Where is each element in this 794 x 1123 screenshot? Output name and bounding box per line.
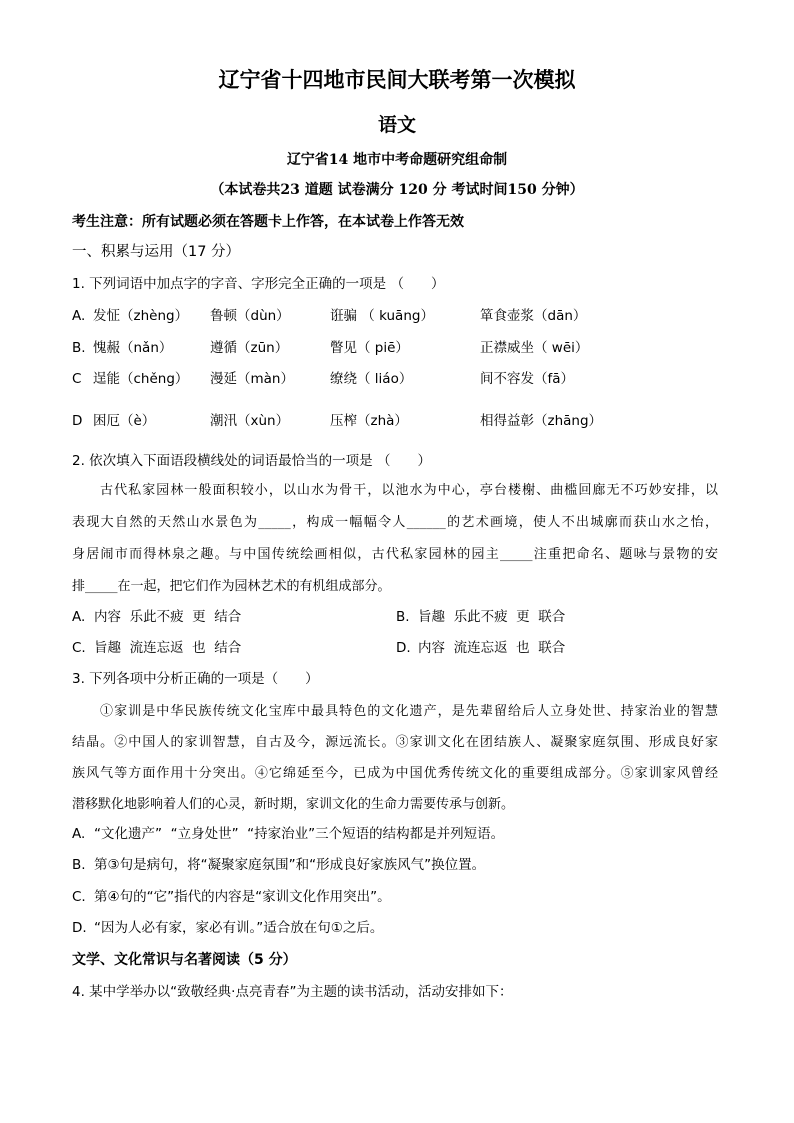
option-text: 内容 乐此不疲 更 结合 — [94, 609, 242, 625]
option-text: “因为人必有家，家必有训。”适合放在句①之后。 — [94, 920, 384, 936]
option-label: C. — [72, 640, 86, 656]
question-2-option-d — [396, 638, 565, 658]
option-text: 第③句是病句，将“凝聚家庭氛围”和“形成良好家族风气”换位置。 — [94, 857, 486, 873]
question-1-option-a — [72, 306, 722, 326]
option-word: 逞能（chěng） — [93, 371, 189, 387]
passage-line: 潜移默化地影响着人们的心灵，新时期，家训文化的生命力需要传承与创新。 — [72, 797, 515, 812]
option-label: A. — [72, 826, 86, 842]
option-word: 间不容发（fā） — [480, 371, 575, 387]
exam-notice: 考生注意：所有试题必须在答题卡上作答，在本试卷上作答无效 — [72, 214, 464, 230]
option-label: C — [72, 371, 82, 387]
option-word: 发怔（zhèng） — [93, 308, 189, 324]
option-label: B. — [72, 340, 86, 356]
option-word: 压榨（zhà） — [330, 413, 408, 429]
option-label: C. — [72, 889, 86, 905]
passage-line: 排_____在一起，把它们作为园林艺术的有机组成部分。 — [72, 579, 391, 594]
question-3-option-d — [72, 918, 383, 938]
option-text: 旨趣 流连忘返 也 结合 — [94, 640, 242, 656]
option-text: 第④句的“它”指代的内容是“家训文化作用突出”。 — [94, 889, 391, 905]
passage-line: 族风气等方面作用十分突出。④它绵延至今，已成为中国优秀传统文化的重要组成部分。⑤家训家风曾经 — [72, 766, 718, 781]
option-word: 困厄（è） — [93, 413, 156, 429]
option-word: 箪食壶浆（dān） — [480, 308, 587, 324]
option-label: B. — [72, 857, 86, 873]
question-3-option-b — [72, 855, 485, 875]
passage-line: 古代私家园林一般面积较小，以山水为骨干，以池水为中心，亭台楼榭、曲槛回廊无不巧妙安排，以 — [100, 483, 718, 498]
option-word: 诳骗 （ kuāng） — [330, 308, 434, 324]
option-word: 遵循（zūn） — [210, 340, 289, 356]
option-text: 旨趣 乐此不疲 更 联合 — [418, 609, 566, 625]
option-word: 瞥见（ piē） — [330, 340, 409, 356]
option-word: 正襟威坐（ wēi） — [480, 340, 589, 356]
section-heading-1: 一、积累与运用（17 分） — [72, 244, 241, 260]
passage-line: 表现大自然的天然山水景色为_____，构成一幅幅令人______的艺术画境，使人不出城廓而获山水之怡， — [72, 515, 718, 530]
question-3-option-a — [72, 824, 504, 844]
exam-title: 辽宁省十四地市民间大联考第一次模拟 — [218, 67, 576, 92]
question-3-stem: 3. 下列各项中分析正确的一项是（ ） — [72, 671, 319, 687]
option-label: A. — [72, 609, 86, 625]
option-label: D. — [72, 920, 87, 936]
passage-line: ①家训是中华民族传统文化宝库中最具特色的文化遗产，是先辈留给后人立身处世、持家治业的智慧 — [100, 704, 718, 719]
subject-title: 语文 — [377, 114, 416, 136]
question-1-option-d — [72, 411, 722, 431]
section-heading-2: 文学、文化常识与名著阅读（5 分） — [72, 952, 297, 968]
option-label: A. — [72, 308, 86, 324]
option-word: 愧赧（nǎn） — [93, 340, 173, 356]
question-1-option-b — [72, 338, 722, 358]
option-label: D — [72, 413, 83, 429]
option-word: 鲁顿（dùn） — [210, 308, 290, 324]
question-2-passage — [72, 475, 718, 603]
question-2-option-b — [396, 607, 565, 627]
option-text: 内容 流连忘返 也 联合 — [418, 640, 566, 656]
question-3-option-c — [72, 887, 391, 907]
option-word: 缭绕（ liáo） — [330, 371, 413, 387]
exam-info: （本试卷共23 道题 试卷满分 120 分 考试时间150 分钟） — [210, 182, 584, 198]
option-word: 潮汛（xùn） — [210, 413, 290, 429]
option-word: 漫延（màn） — [210, 371, 294, 387]
question-1-option-c — [72, 369, 722, 389]
option-word: 相得益彰（zhāng） — [480, 413, 603, 429]
option-label: D. — [396, 640, 411, 656]
passage-line: 结晶。②中国人的家训智慧，自古及今，源远流长。③家训文化在团结族人、凝聚家庭氛围、形成良好家 — [72, 735, 718, 750]
question-2-option-c — [72, 638, 241, 658]
question-3-passage — [72, 696, 718, 820]
question-2-stem: 2. 依次填入下面语段横线处的词语最恰当的一项是 （ ） — [72, 453, 431, 469]
exam-author: 辽宁省14 地市中考命题研究组命制 — [286, 152, 508, 168]
question-2-option-a — [72, 607, 241, 627]
question-1-stem: 1. 下列词语中加点字的字音、字形完全正确的一项是 （ ） — [72, 276, 445, 292]
option-label: B. — [396, 609, 410, 625]
option-text: “文化遗产” “立身处世” “持家治业”三个短语的结构都是并列短语。 — [94, 826, 505, 842]
question-4-stem: 4. 某中学举办以“致敬经典·点亮青春”为主题的读书活动，活动安排如下： — [72, 984, 513, 1000]
passage-line: 身居闹市而得林泉之趣。与中国传统绘画相似，古代私家园林的园主_____注重把命名、题咏与景物的安 — [72, 547, 718, 562]
